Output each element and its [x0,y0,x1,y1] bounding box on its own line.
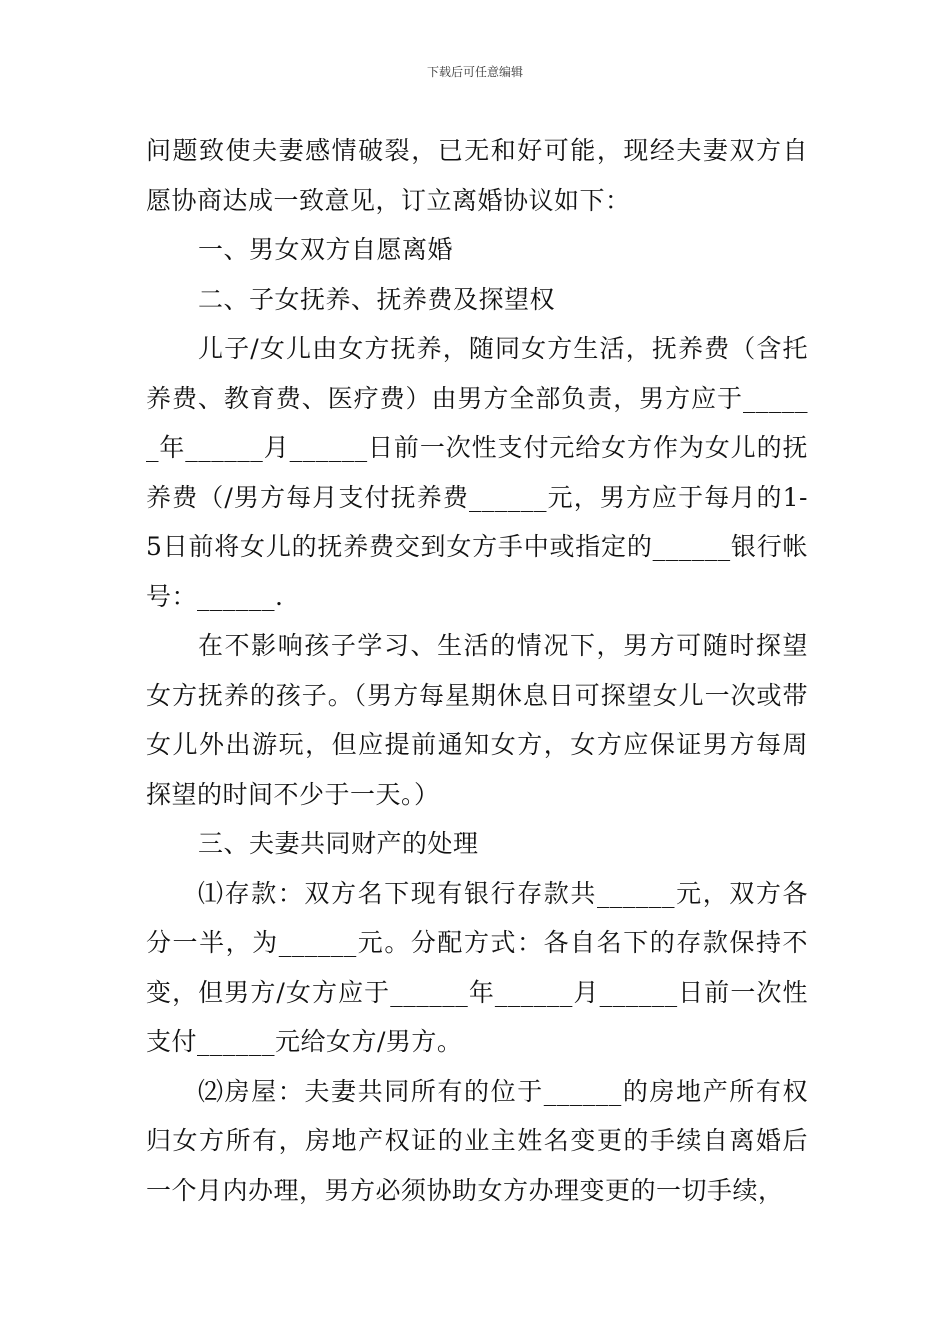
paragraph-housing: ⑵房屋：夫妻共同所有的位于______的房地产所有权归女方所有，房地产权证的业主姓名变更的手续自离婚后一个月内办理，男方必须协助女方办理变更的一切手续， [146,1076,808,1205]
paragraph-deposits: ⑴存款：双方名下现有银行存款共______元，双方各分一半，为______元。分配方式：各自名下的存款保持不变，但男方/女方应于______年______月______日前一次性支付______元给女方/男方。 [146,878,808,1056]
section-heading-1: 一、男女双方自愿离婚 [198,235,454,264]
page-header: 下载后可任意编辑 [426,65,523,79]
paragraph-intro: 问题致使夫妻感情破裂，已无和好可能，现经夫妻双方自愿协商达成一致意见，订立离婚协议如下： [146,136,808,215]
section-heading-2: 二、子女抚养、抚养费及探望权 [198,284,556,314]
paragraph-custody: 儿子/女儿由女方抚养，随同女方生活，抚养费（含托养费、教育费、医疗费）由男方全部负责，男方应于______年______月______日前一次性支付元给女方作为女儿的抚养费（/男方每月支付抚养费______元，男方应于每月的1-5日前将女儿的抚养费交到女方手中或指定的______银行帐号：______. [146,334,808,611]
paragraph-visitation: 在不影响孩子学习、生活的情况下，男方可随时探望女方抚养的孩子。（男方每星期休息日可探望女儿一次或带女儿外出游玩，但应提前通知女方，女方应保证男方每周探望的时间不少于一天。） [146,631,808,809]
document-body [146,126,808,1215]
section-heading-3: 三、夫妻共同财产的处理 [198,829,479,858]
